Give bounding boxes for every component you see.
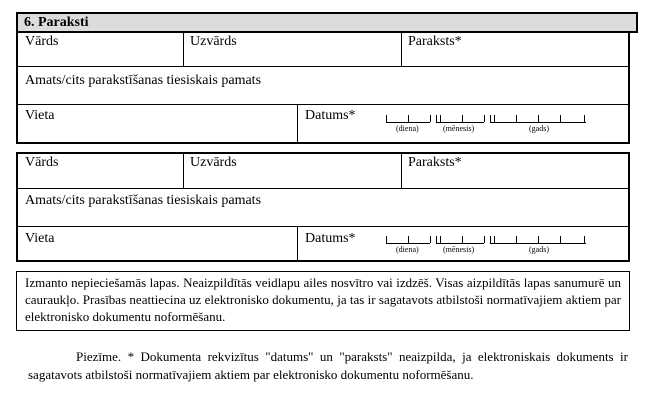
position-field[interactable]: Amats/cits parakstīšanas tiesiskais pamats: [25, 73, 262, 88]
divider: [183, 152, 184, 188]
surname-field[interactable]: Uzvārds: [190, 34, 237, 49]
position-field[interactable]: Amats/cits parakstīšanas tiesiskais pamats: [25, 193, 262, 208]
name-field[interactable]: Vārds: [25, 34, 59, 49]
month-caption: (mēnesis): [443, 124, 475, 133]
year-caption: (gads): [529, 124, 549, 133]
divider: [16, 226, 630, 227]
section-header: [16, 12, 638, 33]
divider: [16, 104, 630, 105]
divider: [401, 31, 402, 66]
signature-field[interactable]: Paraksts*: [408, 34, 462, 49]
divider: [297, 104, 298, 144]
date-input[interactable]: [386, 115, 596, 137]
name-field[interactable]: Vārds: [25, 155, 59, 170]
divider: [401, 152, 402, 188]
year-caption: (gads): [529, 245, 549, 254]
divider: [16, 66, 630, 67]
date-label: Datums*: [305, 108, 356, 123]
day-caption: (diena): [396, 245, 419, 254]
date-label: Datums*: [305, 231, 356, 246]
signature-field[interactable]: Paraksts*: [408, 155, 462, 170]
section-title: 6. Paraksti: [24, 15, 89, 30]
surname-field[interactable]: Uzvārds: [190, 155, 237, 170]
divider: [183, 31, 184, 66]
day-caption: (diena): [396, 124, 419, 133]
place-field[interactable]: Vieta: [25, 108, 55, 123]
month-caption: (mēnesis): [443, 245, 475, 254]
divider: [297, 226, 298, 262]
instructions-note: Izmanto nepieciešamās lapas. Neaizpildītās veidlapu ailes nosvītro vai izdzēš. Visas aizpildītās lapas sanumurē un cauraukļo. Prasības neattiecina uz elektronisko dokumentu, ja tas ir sagatavots atbilstoši normatīvajiem aktiem par elektronisko dokumentu noformēšanu.: [16, 271, 630, 331]
divider: [16, 188, 630, 189]
date-input[interactable]: [386, 236, 596, 258]
footnote: Piezīme. * Dokumenta rekvizītus "datums" un "paraksts" neaizpilda, ja elektroniskais dokuments ir sagatavots atbilstoši normatīvajiem aktiem par elektronisko dokumentu noformēšanu.: [28, 349, 628, 382]
place-field[interactable]: Vieta: [25, 231, 55, 246]
